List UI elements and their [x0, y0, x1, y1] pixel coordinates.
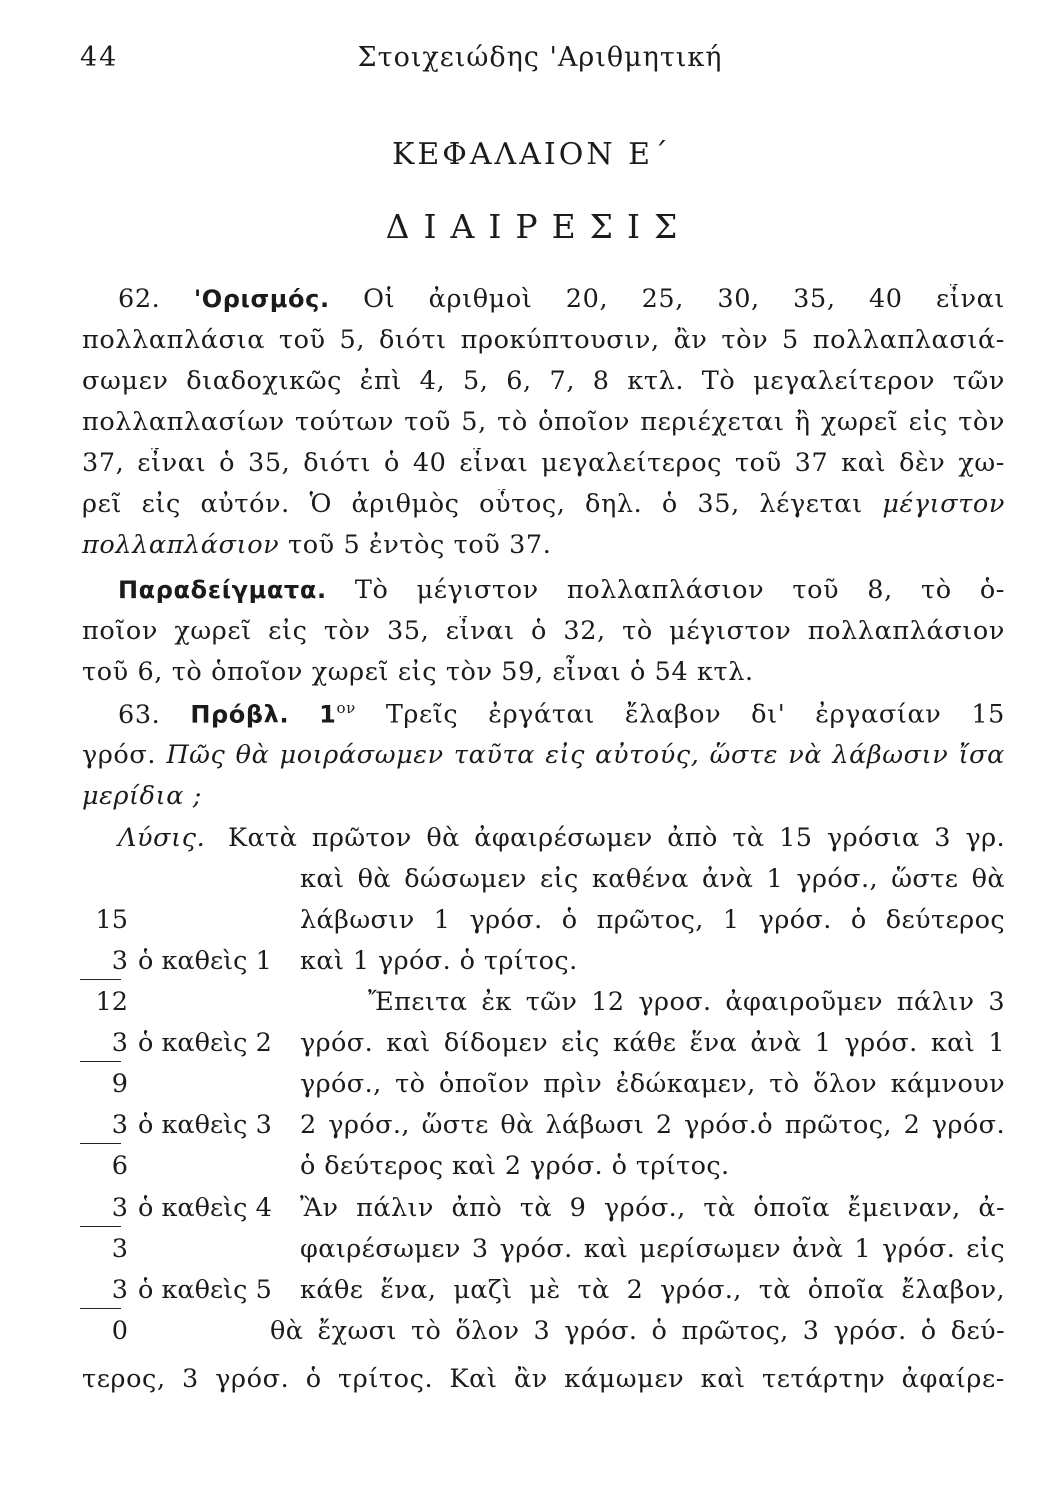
solution-line: λάβωσιν 1 γρόσ. ὁ πρῶτος, 1 γρόσ. ὁ δεύτερος [300, 905, 1005, 935]
solution-line: 2 γρόσ., ὥστε θὰ λάβωσι 2 γρόσ.ὁ πρῶτος, 2 γρόσ. [300, 1110, 1005, 1140]
text-line [82, 489, 1005, 525]
problem-number: 63. [118, 699, 161, 730]
italic-term: μέγιστον [882, 489, 1005, 519]
page-header [80, 42, 1000, 82]
text-line: Οἱ ἀριθμοὶ 20, 25, 30, 35, 40 εἶναι [363, 284, 1005, 314]
problem-ordinal-suffix: ον [336, 699, 356, 717]
computation-number: 15 [95, 905, 128, 935]
paragraph-62-line [82, 284, 1005, 320]
solution-line: κάθε ἕνα, μαζὶ μὲ τὰ 2 γρόσ., τὰ ὁποῖα ἔλαβον, [300, 1275, 1005, 1305]
computation-number: 6 [111, 1151, 128, 1181]
solution-line: γρόσ. καὶ δίδομεν εἰς κάθε ἕνα ἀνὰ 1 γρόσ. καὶ 1 [300, 1028, 1005, 1058]
text-line: τοῦ 6, τὸ ὁποῖον χωρεῖ εἰς τὸν 59, εἶναι ὁ 54 κτλ. [82, 657, 754, 687]
page-number: 44 [80, 42, 119, 73]
problem-ordinal: 1 [319, 700, 337, 729]
problem-63-line [82, 699, 1005, 735]
solution-line: γρόσ., τὸ ὁποῖον πρὶν ἐδώκαμεν, τὸ ὅλον κάμνουν [300, 1069, 1005, 1099]
text-line: τοῦ 5 ἐντὸς τοῦ 37. [287, 530, 552, 560]
chapter-heading: ΚΕΦΑΛΑΙΟΝ Ε΄ [391, 137, 672, 172]
computation-number: 3 [111, 1028, 128, 1058]
solution-line: Ἂν πάλιν ἀπὸ τὰ 9 γρόσ., τὰ ὁποῖα ἔμειναν, ἀ- [300, 1193, 1005, 1223]
computation-note: ὁ καθεὶς 2 [138, 1028, 272, 1058]
computation-row [78, 905, 138, 935]
computation-row [78, 1028, 272, 1058]
italic-term: πολλαπλάσιον [82, 530, 280, 560]
problem-heading: Πρόβλ. [190, 700, 290, 729]
computation-note: ὁ καθεὶς 3 [138, 1110, 272, 1140]
problem-question: Πῶς θὰ μοιράσωμεν ταῦτα εἰς αὐτούς, ὥστε νὰ λάβωσιν ἴσα [166, 740, 1005, 770]
problem-question-line [82, 740, 1005, 776]
computation-row [78, 1151, 138, 1181]
solution-line: καὶ 1 γρόσ. ὁ τρίτος. [300, 946, 578, 976]
solution-line: φαιρέσωμεν 3 γρόσ. καὶ μερίσωμεν ἀνὰ 1 γρόσ. εἰς [300, 1234, 1005, 1264]
solution-line: θὰ ἔχωσι τὸ ὅλον 3 γρόσ. ὁ πρῶτος, 3 γρόσ. ὁ δεύ- [270, 1316, 1005, 1346]
computation-note: ὁ καθεὶς 5 [138, 1275, 272, 1305]
text-line: σωμεν διαδοχικῶς ἐπὶ 4, 5, 6, 7, 8 κτλ. Τὸ μεγαλείτερον τῶν [82, 366, 1005, 396]
computation-row [78, 987, 138, 1017]
computation-row [78, 946, 272, 976]
computation-row [78, 1110, 272, 1140]
text-line [82, 530, 551, 560]
computation-number: 3 [111, 1234, 128, 1264]
subtraction-rule [80, 979, 121, 980]
computation-number: 12 [95, 987, 128, 1017]
running-title: Στοιχειώδης 'Αριθμητική [357, 42, 723, 73]
text-line: γρόσ. [82, 740, 157, 770]
subtraction-rule [80, 1226, 121, 1227]
solution-line: ὁ δεύτερος καὶ 2 γρόσ. ὁ τρίτος. [300, 1151, 730, 1181]
text-line: Τὸ μέγιστον πολλαπλάσιον τοῦ 8, τὸ ὁ- [354, 575, 1005, 605]
text-line: πολλαπλάσια τοῦ 5, διότι προκύπτουσιν, ἂν τὸν 5 πολλαπλασιά- [82, 325, 1005, 355]
text-line: τερος, 3 γρόσ. ὁ τρίτος. Καὶ ἂν κάμωμεν καὶ τετάρτην ἀφαίρε- [82, 1364, 1005, 1394]
section-title: ΔΙΑΙΡΕΣΙΣ [385, 207, 692, 246]
computation-row [78, 1275, 272, 1305]
computation-number: 3 [111, 1275, 128, 1305]
paragraph-number: 62. [118, 284, 161, 314]
examples-heading: Παραδείγματα. [118, 576, 327, 604]
text-line: ρεῖ εἰς αὐτόν. Ὁ ἀριθμὸς οὗτος, δηλ. ὁ 35, λέγεται [82, 489, 863, 519]
solution-line: Κατὰ πρῶτον θὰ ἀφαιρέσωμεν ἀπὸ τὰ 15 γρόσια 3 γρ. [228, 823, 1005, 853]
problem-question: μερίδια ; [82, 781, 202, 811]
computation-row [78, 1316, 138, 1346]
subtraction-rule [80, 1143, 121, 1144]
computation-note: ὁ καθεὶς 1 [138, 946, 272, 976]
computation-row [78, 1193, 272, 1223]
text-line: 37, εἶναι ὁ 35, διότι ὁ 40 εἶναι μεγαλείτερος τοῦ 37 καὶ δὲν χω- [82, 448, 1005, 478]
subtraction-rule [80, 1308, 121, 1309]
text-line: πολλαπλασίων τούτων τοῦ 5, τὸ ὁποῖον περιέχεται ἢ χωρεῖ εἰς τὸν [82, 407, 1005, 437]
computation-number: 0 [111, 1316, 128, 1346]
subtraction-rule [80, 1061, 121, 1062]
solution-line: Ἔπειτα ἐκ τῶν 12 γροσ. ἀφαιροῦμεν πάλιν 3 [368, 987, 1005, 1017]
solution-line: καὶ θὰ δώσωμεν εἰς καθένα ἀνὰ 1 γρόσ., ὥστε θὰ [300, 864, 1005, 894]
text-line: Τρεῖς ἐργάται ἔλαβον δι' ἐργασίαν 15 [385, 699, 1005, 730]
definition-heading: 'Ορισμός. [193, 285, 330, 313]
computation-number: 3 [111, 1193, 128, 1223]
solution-label: Λύσις. [118, 823, 206, 853]
computation-number: 3 [111, 946, 128, 976]
text-line: ποῖον χωρεῖ εἰς τὸν 35, εἶναι ὁ 32, τὸ μέγιστον πολλαπλάσιον [82, 616, 1005, 646]
computation-number: 9 [111, 1069, 128, 1099]
computation-row [78, 1234, 138, 1264]
computation-note: ὁ καθεὶς 4 [138, 1193, 272, 1223]
computation-number: 3 [111, 1110, 128, 1140]
examples-line [82, 575, 1005, 611]
computation-row [78, 1069, 138, 1099]
